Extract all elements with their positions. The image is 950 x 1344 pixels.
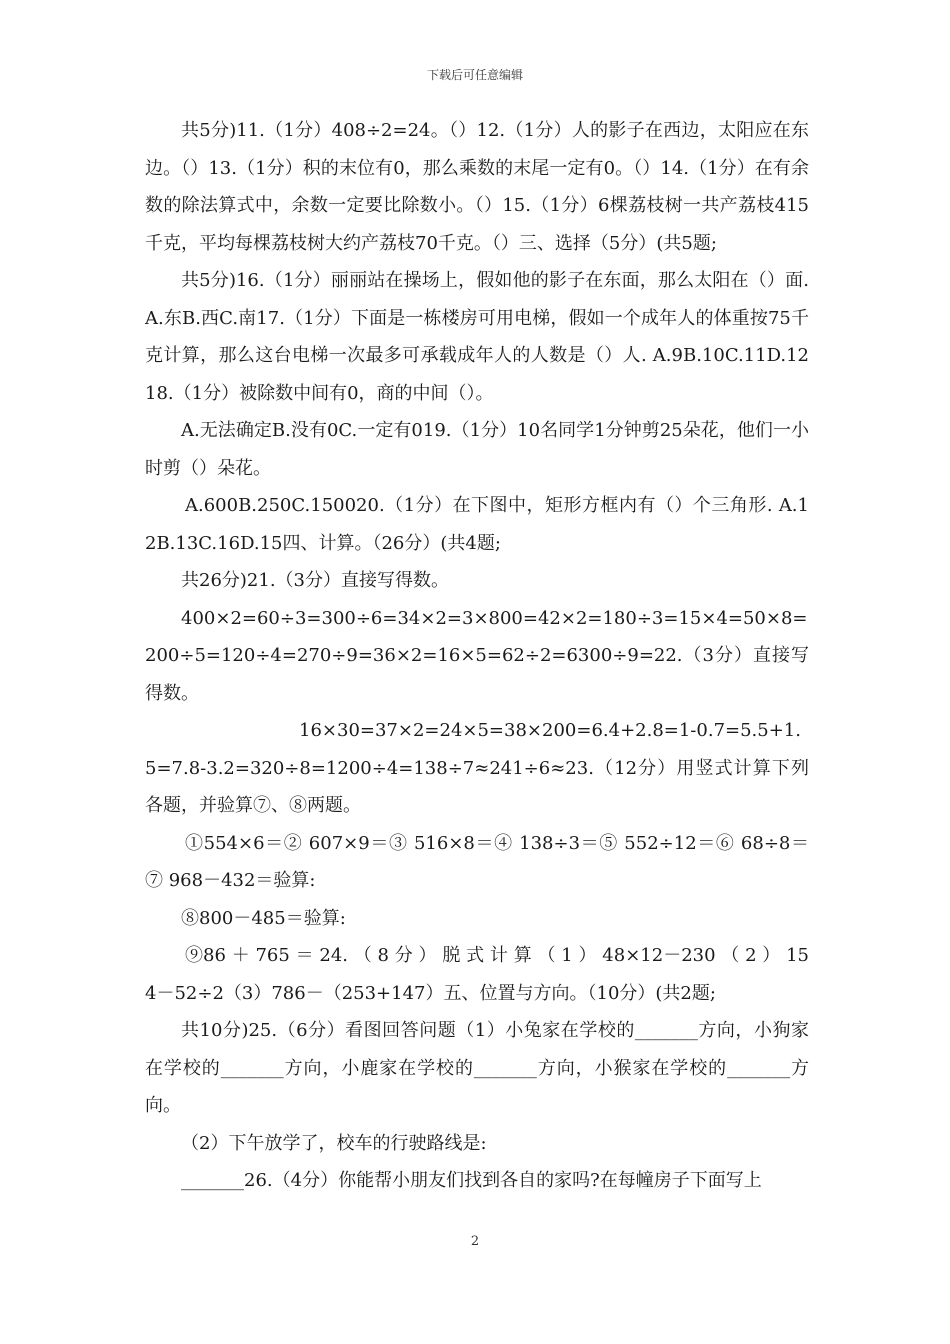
paragraph-q23-items: ①554×6＝② 607×9＝③ 516×8＝④ 138÷3＝⑤ 552÷12＝⑥ 68÷8＝⑦ 968－432＝验算: [145, 832, 809, 891]
paragraph-q21-title: 共26分)21.（3分）直接写得数。 [181, 570, 450, 591]
paragraph-q24: ⑨86 ＋ 765 ＝ 24. （ 8 分 ） 脱 式 计 算 （ 1 ） 48×12－230 （ 2 ） 154－52÷2（3）786－（253+147）五、位置与方向。（10分）(共2题; [145, 945, 809, 1004]
paragraph-q26: _______26.（4分）你能帮小朋友们找到各自的家吗?在每幢房子下面写上 [181, 1170, 762, 1191]
paragraph-q21-items: 400×2=60÷3=300÷6=34×2=3×800=42×2=180÷3=15×4=50×8=200÷5=120÷4=270÷9=36×2=16×5=62÷2=6300÷9=22.（3分）直接写得数。 [145, 607, 809, 704]
page-number: 2 [470, 1234, 480, 1249]
paragraph-q25-part1: 共10分)25.（6分）看图回答问题（1）小兔家在学校的_______方向，小狗家在学校的_______方向，小鹿家在学校的_______方向，小猴家在学校的_______方向。 [145, 1020, 809, 1116]
page-header: 下载后可任意编辑 [426, 68, 523, 82]
paragraph-choice-16-18: 共5分)16.（1分）丽丽站在操场上，假如他的影子在东面，那么太阳在（）面. A.东B.西C.南17.（1分）下面是一栋楼房可用电梯，假如一个成年人的体重按75千克计算，那么这台电梯一次最多可承载成年人的人数是（）人. A.9B.10C.11D.1218.（1分）被除数中间有0，商的中间（）。 [145, 270, 809, 404]
paragraph-choice-20: A.600B.250C.150020.（1分）在下图中，矩形方框内有（）个三角形. A.12B.13C.16D.15四、计算。（26分）(共4题; [145, 495, 809, 554]
paragraph-q23-item-8: ⑧800－485＝验算: [181, 907, 346, 929]
paragraph-true-false: 共5分)11.（1分）408÷2=24。（）12.（1分）人的影子在西边，太阳应在东边。（）13.（1分）积的末位有0，那么乘数的末尾一定有0。（）14.（1分）在有余数的除法算式中，余数一定要比除数小。（）15.（1分）6棵荔枝树一共产荔枝415千克，平均每棵荔枝树大约产荔枝70千克。（）三、选择（5分）(共5题; [145, 120, 809, 254]
paragraph-q25-part2: （2）下午放学了，校车的行驶路线是: [181, 1132, 487, 1154]
paragraph-q22-items: 16×30=37×2=24×5=38×200=6.4+2.8=1-0.7=5.5+1.5=7.8-3.2=320÷8=1200÷4=138÷7≈241÷6≈23.（12分）用竖式计算下列各题，并验算⑦、⑧两题。 [145, 720, 809, 816]
document-body [145, 112, 809, 1200]
paragraph-choice-19: A.无法确定B.没有0C.一定有019.（1分）10名同学1分钟剪25朵花，他们一小时剪（）朵花。 [145, 420, 809, 479]
